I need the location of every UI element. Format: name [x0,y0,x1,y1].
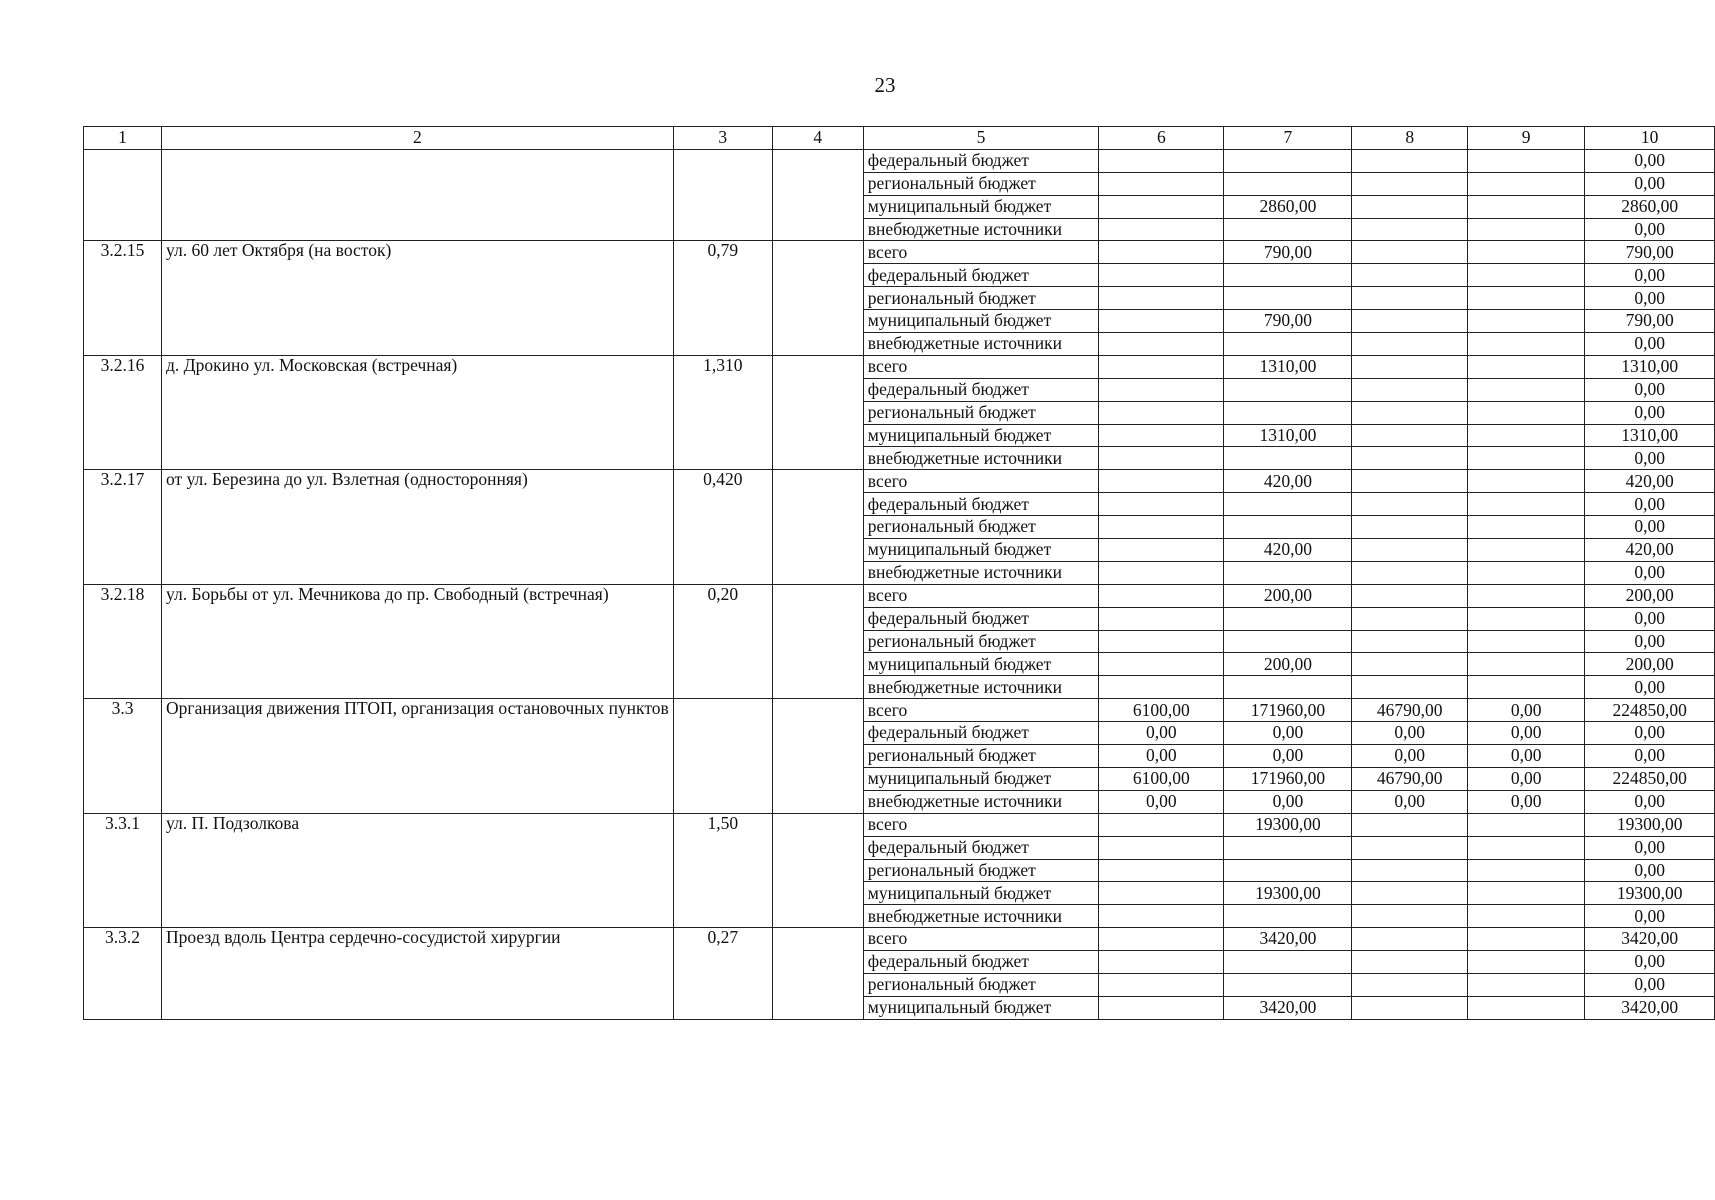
value-col-8 [1352,813,1468,836]
funding-source: всего [863,699,1099,722]
table-body [84,149,1715,1019]
value-col-10: 0,00 [1585,722,1715,745]
funding-source: федеральный бюджет [863,264,1099,287]
value-col-10: 3420,00 [1585,928,1715,951]
value-col-9 [1467,241,1584,264]
value-col-9 [1467,676,1584,699]
value-col-7: 420,00 [1224,470,1352,493]
value-col-6 [1099,516,1224,539]
value-col-10: 2860,00 [1585,195,1715,218]
value-col-7: 1310,00 [1224,355,1352,378]
value-col-7: 790,00 [1224,241,1352,264]
value-col-9 [1467,973,1584,996]
funding-source: всего [863,470,1099,493]
value-col-6 [1099,676,1224,699]
value-col-6 [1099,287,1224,310]
item-number: 3.2.16 [84,355,162,469]
funding-source: региональный бюджет [863,172,1099,195]
value-col-10: 3420,00 [1585,996,1715,1019]
value-col-7: 0,00 [1224,790,1352,813]
funding-source: внебюджетные источники [863,790,1099,813]
value-col-10: 19300,00 [1585,813,1715,836]
value-col-8 [1352,218,1468,241]
value-col-7 [1224,401,1352,424]
value-col-7 [1224,905,1352,928]
value-col-8 [1352,561,1468,584]
funding-source: внебюджетные источники [863,333,1099,356]
value-col-10: 200,00 [1585,653,1715,676]
value-col-8 [1352,653,1468,676]
value-col-6 [1099,584,1224,607]
cell-col-4 [772,584,863,698]
value-col-9 [1467,378,1584,401]
value-col-10: 0,00 [1585,561,1715,584]
cell-col-4 [772,470,863,584]
value-col-6 [1099,630,1224,653]
item-length: 0,20 [673,584,772,698]
value-col-8 [1352,607,1468,630]
funding-source: муниципальный бюджет [863,767,1099,790]
value-col-10: 790,00 [1585,310,1715,333]
header-col-1: 1 [84,127,162,150]
value-col-8 [1352,676,1468,699]
value-col-6: 6100,00 [1099,767,1224,790]
funding-source: внебюджетные источники [863,561,1099,584]
value-col-7 [1224,218,1352,241]
value-col-10: 0,00 [1585,401,1715,424]
page-number: 23 [874,73,896,97]
value-col-8 [1352,287,1468,310]
value-col-7 [1224,676,1352,699]
value-col-7: 790,00 [1224,310,1352,333]
funding-source: федеральный бюджет [863,149,1099,172]
funding-source: федеральный бюджет [863,722,1099,745]
value-col-10: 420,00 [1585,539,1715,562]
funding-source: муниципальный бюджет [863,996,1099,1019]
value-col-8 [1352,928,1468,951]
table-row [84,699,1715,722]
value-col-9 [1467,859,1584,882]
value-col-9 [1467,264,1584,287]
funding-source: всего [863,813,1099,836]
funding-source: региональный бюджет [863,516,1099,539]
item-name: д. Дрокино ул. Московская (встречная) [162,355,674,469]
value-col-7: 0,00 [1224,722,1352,745]
value-col-7 [1224,264,1352,287]
value-col-6: 0,00 [1099,722,1224,745]
value-col-8 [1352,195,1468,218]
value-col-6 [1099,905,1224,928]
value-col-9 [1467,287,1584,310]
value-col-9: 0,00 [1467,767,1584,790]
header-col-5: 5 [863,127,1099,150]
value-col-6 [1099,607,1224,630]
item-name: ул. 60 лет Октября (на восток) [162,241,674,355]
value-col-7: 200,00 [1224,584,1352,607]
value-col-8: 0,00 [1352,745,1468,768]
value-col-9: 0,00 [1467,722,1584,745]
value-col-7 [1224,630,1352,653]
value-col-9 [1467,584,1584,607]
header-row [84,127,1715,150]
value-col-8 [1352,836,1468,859]
value-col-9 [1467,401,1584,424]
value-col-7: 3420,00 [1224,996,1352,1019]
value-col-9 [1467,836,1584,859]
value-col-8 [1352,905,1468,928]
value-col-7 [1224,447,1352,470]
header-col-2: 2 [162,127,674,150]
value-col-8: 46790,00 [1352,699,1468,722]
funding-source: всего [863,355,1099,378]
item-length: 1,310 [673,355,772,469]
value-col-9 [1467,928,1584,951]
cell-col-4 [772,355,863,469]
value-col-9 [1467,996,1584,1019]
value-col-7: 3420,00 [1224,928,1352,951]
value-col-9 [1467,333,1584,356]
funding-source: муниципальный бюджет [863,195,1099,218]
value-col-9 [1467,470,1584,493]
value-col-9 [1467,447,1584,470]
value-col-6 [1099,882,1224,905]
value-col-8 [1352,516,1468,539]
item-length: 0,27 [673,928,772,1020]
value-col-8: 0,00 [1352,790,1468,813]
header-col-7: 7 [1224,127,1352,150]
value-col-7 [1224,951,1352,974]
value-col-8 [1352,310,1468,333]
item-number: 3.2.17 [84,470,162,584]
item-name: Проезд вдоль Центра сердечно-сосудистой хирургии [162,928,674,1020]
value-col-7 [1224,493,1352,516]
table-row [84,355,1715,378]
value-col-8 [1352,172,1468,195]
funding-source: региональный бюджет [863,401,1099,424]
cell-col-2 [162,149,674,241]
value-col-9 [1467,310,1584,333]
value-col-8 [1352,149,1468,172]
value-col-10: 0,00 [1585,905,1715,928]
value-col-6 [1099,264,1224,287]
value-col-9: 0,00 [1467,745,1584,768]
value-col-7: 171960,00 [1224,767,1352,790]
value-col-7: 0,00 [1224,745,1352,768]
value-col-9 [1467,905,1584,928]
funding-source: региональный бюджет [863,287,1099,310]
cell-col-1 [84,149,162,241]
value-col-9 [1467,493,1584,516]
header-col-3: 3 [673,127,772,150]
funding-source: федеральный бюджет [863,378,1099,401]
funding-source: федеральный бюджет [863,836,1099,859]
value-col-10: 0,00 [1585,287,1715,310]
item-name: ул. П. Подзолкова [162,813,674,927]
value-col-8 [1352,264,1468,287]
funding-source: муниципальный бюджет [863,424,1099,447]
budget-table [83,126,1715,1020]
funding-source: муниципальный бюджет [863,882,1099,905]
value-col-10: 0,00 [1585,172,1715,195]
item-number: 3.3.1 [84,813,162,927]
value-col-6 [1099,241,1224,264]
value-col-8 [1352,424,1468,447]
value-col-10: 0,00 [1585,607,1715,630]
value-col-7 [1224,378,1352,401]
cell-col-4 [772,699,863,813]
value-col-6 [1099,424,1224,447]
value-col-6 [1099,653,1224,676]
item-length: 1,50 [673,813,772,927]
value-col-8 [1352,401,1468,424]
value-col-8: 46790,00 [1352,767,1468,790]
value-col-9 [1467,172,1584,195]
value-col-10: 0,00 [1585,149,1715,172]
value-col-8 [1352,859,1468,882]
value-col-7 [1224,973,1352,996]
value-col-10: 0,00 [1585,676,1715,699]
value-col-9 [1467,195,1584,218]
value-col-7: 420,00 [1224,539,1352,562]
value-col-6 [1099,470,1224,493]
item-number: 3.2.15 [84,241,162,355]
item-length [673,699,772,813]
value-col-10: 19300,00 [1585,882,1715,905]
value-col-9 [1467,539,1584,562]
funding-source: федеральный бюджет [863,607,1099,630]
funding-source: федеральный бюджет [863,951,1099,974]
funding-source: региональный бюджет [863,859,1099,882]
value-col-7: 200,00 [1224,653,1352,676]
value-col-10: 0,00 [1585,973,1715,996]
value-col-8 [1352,584,1468,607]
value-col-6 [1099,859,1224,882]
item-number: 3.3.2 [84,928,162,1020]
value-col-6 [1099,195,1224,218]
table-row [84,241,1715,264]
value-col-9 [1467,951,1584,974]
value-col-8 [1352,882,1468,905]
value-col-6 [1099,310,1224,333]
funding-source: федеральный бюджет [863,493,1099,516]
value-col-6 [1099,561,1224,584]
value-col-7: 171960,00 [1224,699,1352,722]
value-col-10: 0,00 [1585,333,1715,356]
value-col-9 [1467,653,1584,676]
funding-source: всего [863,584,1099,607]
value-col-9 [1467,561,1584,584]
value-col-6 [1099,813,1224,836]
funding-source: региональный бюджет [863,973,1099,996]
table-row [84,813,1715,836]
value-col-7 [1224,836,1352,859]
value-col-7: 2860,00 [1224,195,1352,218]
value-col-10: 420,00 [1585,470,1715,493]
value-col-8: 0,00 [1352,722,1468,745]
value-col-6 [1099,378,1224,401]
item-length: 0,79 [673,241,772,355]
value-col-10: 0,00 [1585,218,1715,241]
value-col-6 [1099,447,1224,470]
value-col-7: 1310,00 [1224,424,1352,447]
value-col-9 [1467,607,1584,630]
funding-source: муниципальный бюджет [863,310,1099,333]
value-col-10: 0,00 [1585,836,1715,859]
value-col-8 [1352,355,1468,378]
header-col-4: 4 [772,127,863,150]
value-col-6 [1099,836,1224,859]
value-col-6 [1099,149,1224,172]
value-col-10: 790,00 [1585,241,1715,264]
value-col-8 [1352,996,1468,1019]
value-col-9 [1467,516,1584,539]
value-col-7 [1224,172,1352,195]
item-name: Организация движения ПТОП, организация остановочных пунктов [162,699,674,813]
funding-source: внебюджетные источники [863,905,1099,928]
value-col-10: 0,00 [1585,493,1715,516]
value-col-10: 200,00 [1585,584,1715,607]
value-col-7 [1224,149,1352,172]
value-col-6 [1099,973,1224,996]
value-col-10: 0,00 [1585,516,1715,539]
value-col-7: 19300,00 [1224,813,1352,836]
value-col-7 [1224,516,1352,539]
value-col-10: 0,00 [1585,264,1715,287]
item-length: 0,420 [673,470,772,584]
cell-col-4 [772,241,863,355]
value-col-6 [1099,493,1224,516]
cell-col-3 [673,149,772,241]
table-row [84,470,1715,493]
value-col-6 [1099,333,1224,356]
value-col-8 [1352,630,1468,653]
value-col-9 [1467,630,1584,653]
value-col-10: 0,00 [1585,951,1715,974]
header-col-9: 9 [1467,127,1584,150]
value-col-8 [1352,951,1468,974]
funding-source: внебюджетные источники [863,447,1099,470]
value-col-10: 1310,00 [1585,355,1715,378]
cell-col-4 [772,149,863,241]
value-col-6: 6100,00 [1099,699,1224,722]
cell-col-4 [772,813,863,927]
value-col-8 [1352,539,1468,562]
value-col-6 [1099,172,1224,195]
funding-source: всего [863,928,1099,951]
value-col-8 [1352,241,1468,264]
item-number: 3.2.18 [84,584,162,698]
value-col-6: 0,00 [1099,745,1224,768]
funding-source: муниципальный бюджет [863,653,1099,676]
value-col-10: 0,00 [1585,378,1715,401]
value-col-8 [1352,333,1468,356]
value-col-9 [1467,882,1584,905]
funding-source: внебюджетные источники [863,676,1099,699]
value-col-6 [1099,951,1224,974]
value-col-10: 0,00 [1585,630,1715,653]
value-col-9 [1467,218,1584,241]
item-number: 3.3 [84,699,162,813]
value-col-7 [1224,607,1352,630]
value-col-10: 224850,00 [1585,699,1715,722]
value-col-6: 0,00 [1099,790,1224,813]
value-col-9 [1467,149,1584,172]
value-col-6 [1099,539,1224,562]
table-row [84,149,1715,172]
value-col-9 [1467,355,1584,378]
item-name: от ул. Березина до ул. Взлетная (односторонняя) [162,470,674,584]
funding-source: региональный бюджет [863,745,1099,768]
value-col-10: 0,00 [1585,745,1715,768]
value-col-10: 0,00 [1585,447,1715,470]
value-col-6 [1099,996,1224,1019]
value-col-8 [1352,447,1468,470]
header-col-6: 6 [1099,127,1224,150]
value-col-7 [1224,859,1352,882]
value-col-9: 0,00 [1467,790,1584,813]
table-row [84,928,1715,951]
value-col-7: 19300,00 [1224,882,1352,905]
cell-col-4 [772,928,863,1020]
value-col-7 [1224,561,1352,584]
value-col-9 [1467,813,1584,836]
value-col-6 [1099,355,1224,378]
value-col-8 [1352,378,1468,401]
value-col-6 [1099,218,1224,241]
value-col-10: 1310,00 [1585,424,1715,447]
value-col-8 [1352,470,1468,493]
funding-source: внебюджетные источники [863,218,1099,241]
value-col-8 [1352,973,1468,996]
value-col-7 [1224,333,1352,356]
value-col-6 [1099,928,1224,951]
table-row [84,584,1715,607]
funding-source: региональный бюджет [863,630,1099,653]
header-col-8: 8 [1352,127,1468,150]
value-col-9 [1467,424,1584,447]
header-col-10: 10 [1585,127,1715,150]
value-col-10: 0,00 [1585,790,1715,813]
value-col-6 [1099,401,1224,424]
value-col-10: 0,00 [1585,859,1715,882]
funding-source: муниципальный бюджет [863,539,1099,562]
value-col-9: 0,00 [1467,699,1584,722]
item-name: ул. Борьбы от ул. Мечникова до пр. Свободный (встречная) [162,584,674,698]
value-col-10: 224850,00 [1585,767,1715,790]
value-col-8 [1352,493,1468,516]
funding-source: всего [863,241,1099,264]
value-col-7 [1224,287,1352,310]
